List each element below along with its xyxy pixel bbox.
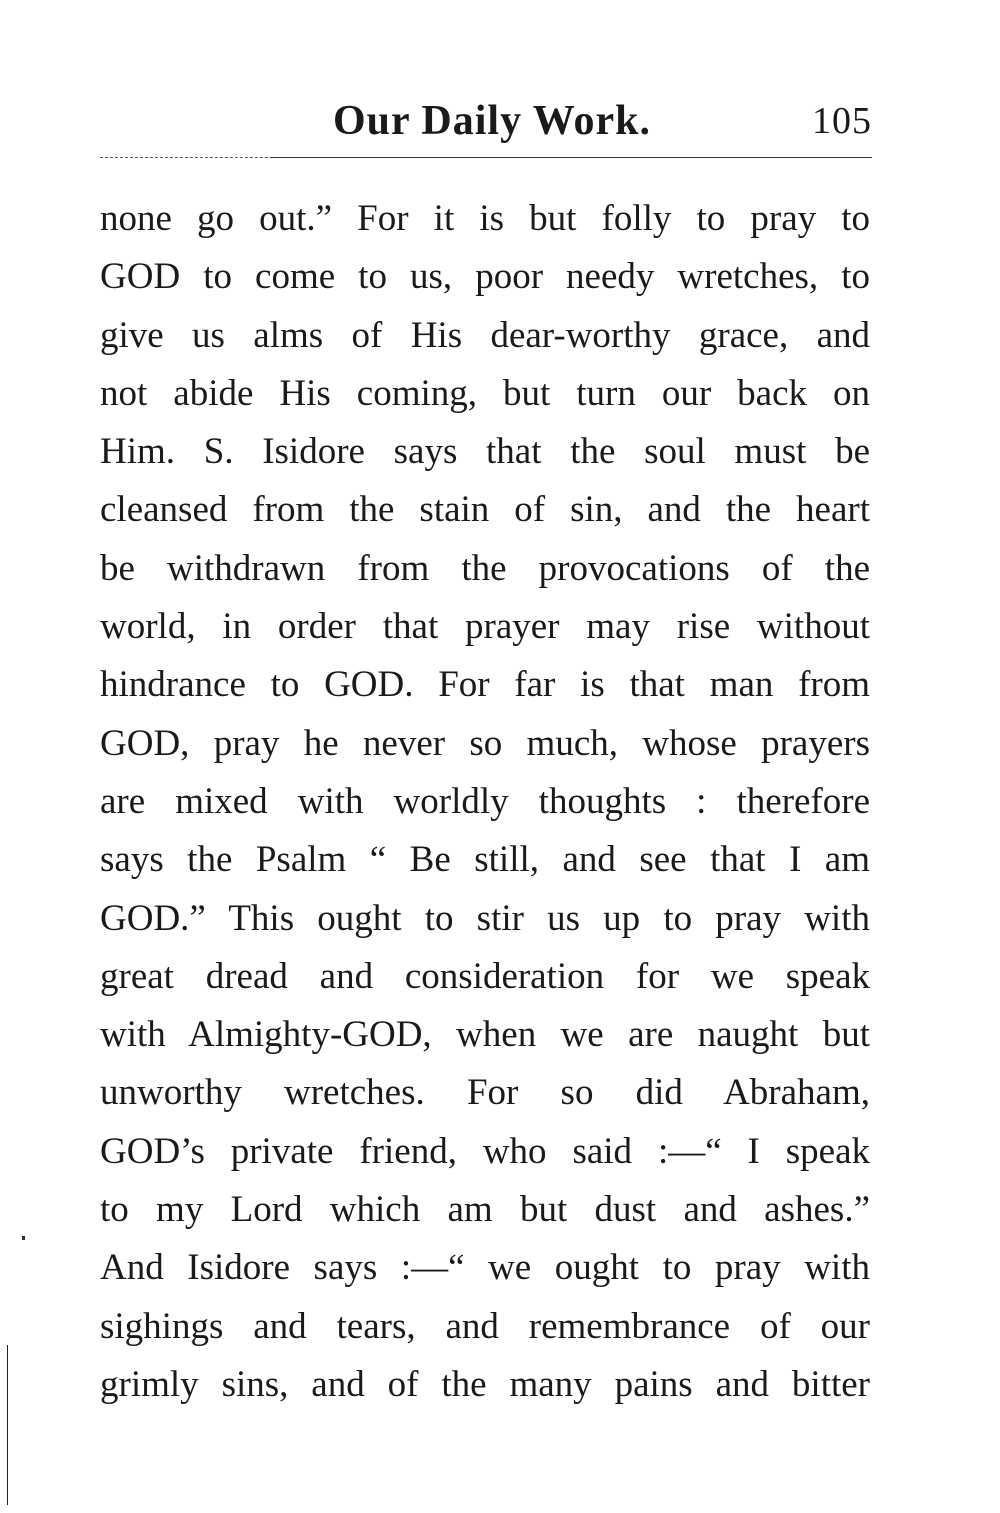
running-title: Our Daily Work. [332,98,651,144]
text-line: GOD to come to us, poor needy wretches, to [100,256,870,298]
margin-line [7,1345,8,1505]
text-line: hindrance to GOD. For far is that man from [100,664,870,706]
running-head [100,96,872,146]
text-line: GOD’s private friend, who said :—“ I speak [100,1130,870,1172]
body-text [100,190,870,1414]
text-line: not abide His coming, but turn our back on [100,372,870,414]
text-line: GOD.” This ought to stir us up to pray with [100,897,870,939]
text-line: great dread and consideration for we speak [100,955,870,997]
margin-speck [22,1236,25,1240]
header-rule-solid [270,157,872,158]
text-line: give us alms of His dear-worthy grace, and [100,314,870,356]
text-line: cleansed from the stain of sin, and the heart [100,489,870,531]
page-number: 105 [812,100,872,142]
text-line: GOD, pray he never so much, whose prayers [100,722,870,764]
text-line: are mixed with worldly thoughts : therefore [100,780,870,822]
text-line: sighings and tears, and remembrance of our [100,1305,870,1347]
text-line: grimly sins, and of the many pains and bitter [100,1363,870,1405]
text-line: none go out.” For it is but folly to pray to [100,198,870,239]
text-line: world, in order that prayer may rise without [100,606,870,648]
text-line: to my Lord which am but dust and ashes.” [100,1189,870,1231]
text-line: be withdrawn from the provocations of the [100,547,870,589]
text-line: Him. S. Isidore says that the soul must be [100,431,870,473]
text-line: with Almighty-GOD, when we are naught but [100,1014,870,1056]
text-line: unworthy wretches. For so did Abraham, [100,1072,870,1114]
text-line: says the Psalm “ Be still, and see that I am [100,839,870,881]
text-line: And Isidore says :—“ we ought to pray with [100,1247,870,1289]
